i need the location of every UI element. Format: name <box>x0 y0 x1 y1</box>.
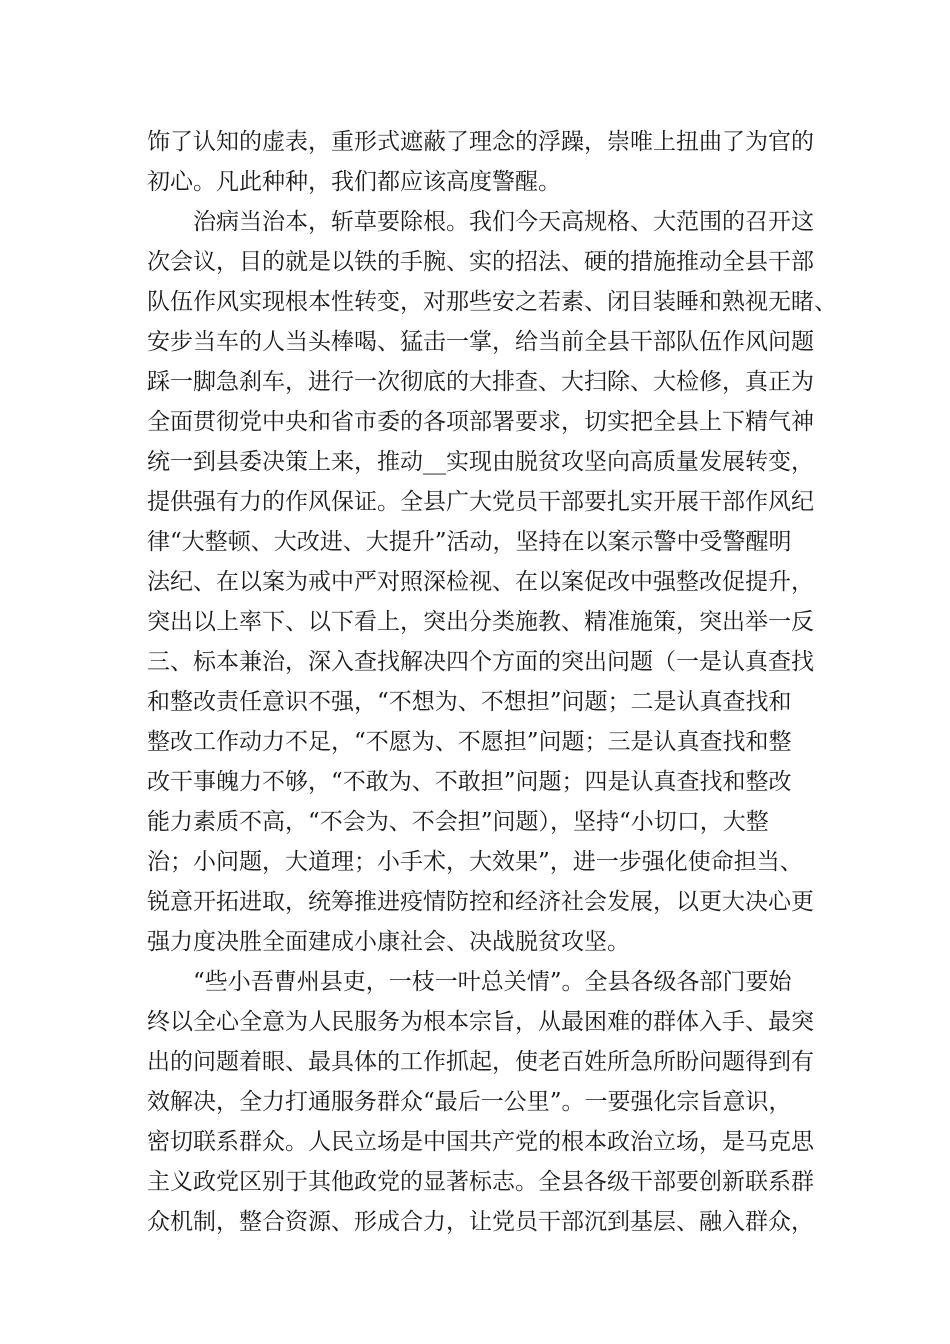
text-line: 效解决，全力打通服务群众“最后一公里”。一要强化宗旨意识， <box>147 1089 792 1115</box>
text-line: 队伍作风实现根本性转变，对那些安之若素、闭目装睡和熟视无睹、 <box>147 289 837 315</box>
text-line: 律“大整顿、大改进、大提升”活动，坚持在以案示警中受警醒明 <box>147 529 792 555</box>
text-line: 三、标本兼治，深入查找解决四个方面的突出问题（一是认真查找 <box>147 649 814 675</box>
text-line: 安步当车的人当头棒喝、猛击一掌，给当前全县干部队伍作风问题 <box>147 329 814 355</box>
text-line: 突出以上率下、以下看上，突出分类施教、精准施策，突出举一反 <box>147 609 814 635</box>
text-line: 统一到县委决策上来，推动__实现由脱贫攻坚向高质量发展转变， <box>147 449 814 475</box>
text-line: 强力度决胜全面建成小康社会、决战脱贫攻坚。 <box>147 929 630 955</box>
text-line: 改干事魄力不够，“不敢为、不敢担”问题；四是认真查找和整改 <box>147 769 792 795</box>
text-line: 众机制，整合资源、形成合力，让党员干部沉到基层、融入群众， <box>147 1209 814 1235</box>
text-line: 出的问题着眼、最具体的工作抓起，使老百姓所急所盼问题得到有 <box>147 1049 814 1075</box>
text-line: 法纪、在以案为戒中严对照深检视、在以案促改中强整改促提升， <box>147 569 814 595</box>
text-line: 终以全心全意为人民服务为根本宗旨，从最困难的群体入手、最突 <box>147 1009 814 1035</box>
text-line: 主义政党区别于其他政党的显著标志。全县各级干部要创新联系群 <box>147 1169 814 1195</box>
body-text <box>147 122 837 1242</box>
text-line: 治；小问题，大道理；小手术，大效果”，进一步强化使命担当、 <box>147 849 803 875</box>
text-line: 和整改责任意识不强，“不想为、不想担”问题；二是认真查找和 <box>147 689 792 715</box>
text-line: 初心。凡此种种，我们都应该高度警醒。 <box>147 169 561 195</box>
text-line: 踩一脚急刹车，进行一次彻底的大排查、大扫除、大检修，真正为 <box>147 369 814 395</box>
text-line: 饰了认知的虚表，重形式遮蔽了理念的浮躁，崇唯上扭曲了为官的 <box>147 129 814 155</box>
text-line: 全面贯彻党中央和省市委的各项部署要求，切实把全县上下精气神 <box>147 409 814 435</box>
text-line: 治病当治本，斩草要除根。我们今天高规格、大范围的召开这 <box>147 209 814 235</box>
text-line: 能力素质不高，“不会为、不会担”问题），坚持“小切口，大整 <box>147 809 769 835</box>
text-line: 整改工作动力不足，“不愿为、不愿担”问题；三是认真查找和整 <box>147 729 792 755</box>
text-line: 密切联系群众。人民立场是中国共产党的根本政治立场，是马克思 <box>147 1129 814 1155</box>
text-line: 提供强有力的作风保证。全县广大党员干部要扎实开展干部作风纪 <box>147 489 814 515</box>
text-line: 锐意开拓进取，统筹推进疫情防控和经济社会发展，以更大决心更 <box>147 889 814 915</box>
text-line: “些小吾曹州县吏，一枝一叶总关情”。全县各级各部门要始 <box>147 969 792 995</box>
text-line: 次会议，目的就是以铁的手腕、实的招法、硬的措施推动全县干部 <box>147 249 814 275</box>
